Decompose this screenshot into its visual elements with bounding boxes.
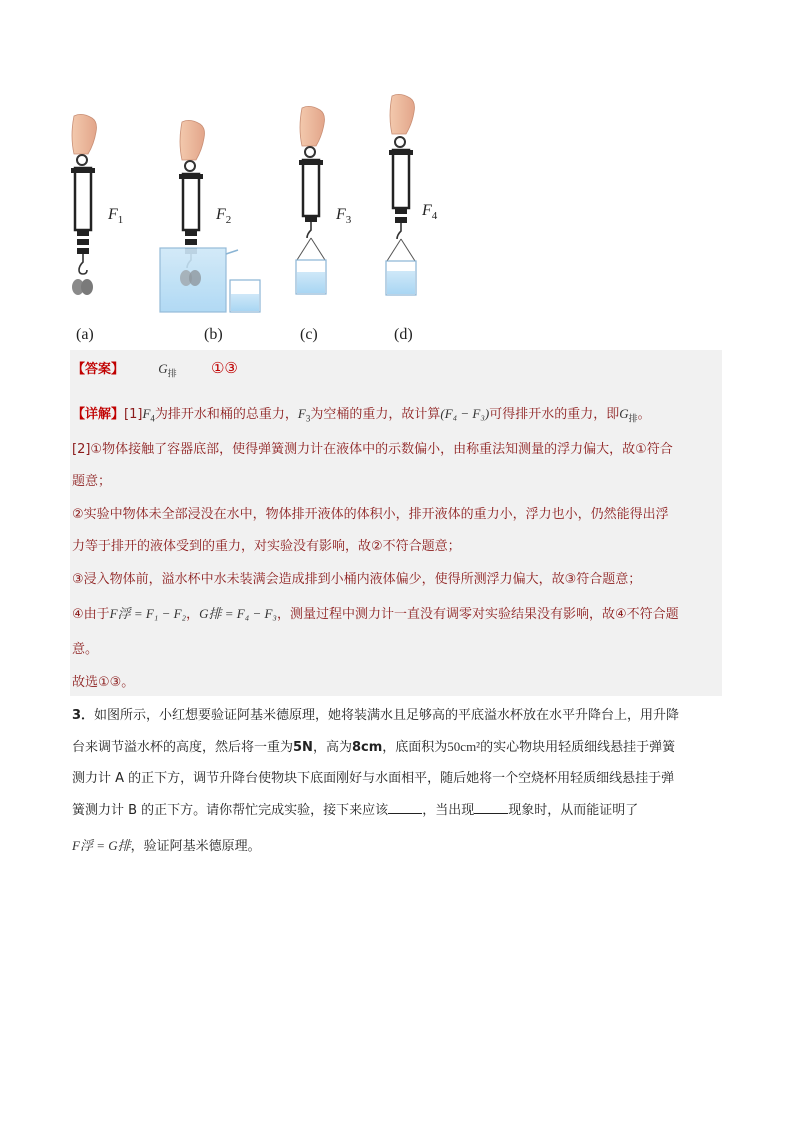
question-line-3: 测力计 A 的正下方，调节升降台使物块下底面刚好与水面相平，随后她将一个空烧杯用轻质细线悬挂于弹 <box>72 771 675 786</box>
detail-line-4: ②实验中物体未全部浸没在水中，物体排开液体的体积小，排开液体的重力小，浮力也小，仍然能得出浮 <box>72 507 669 522</box>
panel-label-c: (c) <box>300 326 318 343</box>
answer-line: 【答案】 $G_排$ ①③ <box>72 359 238 379</box>
panel-label-a: (a) <box>76 326 94 343</box>
panel-label-d: (d) <box>394 326 413 343</box>
force-label-b: $F_2$ <box>216 206 232 227</box>
force-label-c: $F_3$ <box>336 206 352 227</box>
detail-line-6: ③浸入物体前，溢水杯中水未装满会造成排到小桶内液体偏少，使得所测浮力偏大，故③符合题意； <box>72 572 642 587</box>
detail-line-1: 【详解】$[1]F_4$为排开水和桶的总重力，$F_3$为空桶的重力，故计算(F₄ − F₃)可得排开水的重力，即$G_排$。 <box>72 406 651 424</box>
detail-line-3: 题意； <box>72 474 112 489</box>
balance-c <box>296 106 326 294</box>
detail-line-8: 意。 <box>72 642 99 657</box>
answer-blank-2[interactable] <box>474 801 508 814</box>
answer-blank-1[interactable] <box>388 801 422 814</box>
panel-label-b: (b) <box>204 326 223 343</box>
detail-line-5: 力等于排开的液体受到的重力，对实验没有影响，故②不符合题意； <box>72 539 461 554</box>
question-line-2: 台来调节溢水杯的高度，然后将一重为5N，高为8cm，底面积为50cm²的实心物块用轻质细线悬挂于弹簧 <box>72 739 676 755</box>
question-line-5: F浮 = G排，验证阿基米德原理。 <box>72 838 261 854</box>
answer-value-2: ①③ <box>210 359 238 377</box>
detail-line-7: ④由于F浮 = F₁ − F₂，G排 = F₄ − F₃，测量过程中测力计一直没有调零对实验结果没有影响，故④不符合题 <box>72 606 679 622</box>
balance-b <box>160 120 260 312</box>
force-label-d: $F_4$ <box>422 202 438 223</box>
experiment-figure <box>60 88 460 350</box>
detail-conclusion: 故选①③。 <box>72 675 135 690</box>
detail-line-2: [2]①物体接触了容器底部，使得弹簧测力计在液体中的示数偏小，由称重法知测量的浮力偏大，故①符合 <box>72 442 673 457</box>
force-label-a: $F_1$ <box>108 206 124 227</box>
question-line-4: 簧测力计 B 的正下方。请你帮忙完成实验，接下来应该 ，当出现 现象时，从而能证明了 <box>72 803 639 818</box>
balance-a <box>71 114 97 295</box>
answer-value-1: $G_排$ <box>158 361 177 379</box>
question-line-1: 3．如图所示，小红想要验证阿基米德原理，她将装满水且足够高的平底溢水杯放在水平升降台上，用升降 <box>72 708 680 723</box>
balance-d <box>386 94 416 295</box>
